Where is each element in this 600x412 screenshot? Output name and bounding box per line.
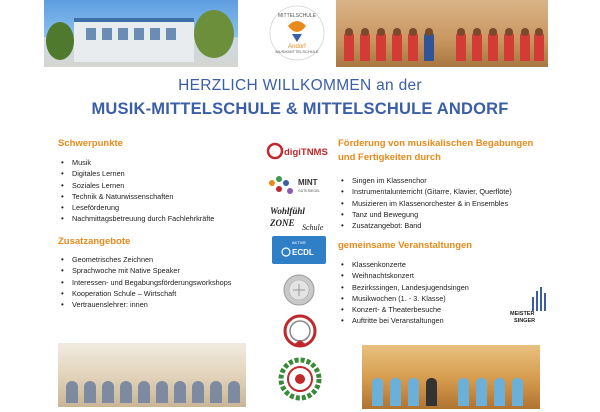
list-item: • Klassenkonzerte [338, 259, 469, 270]
svg-text:MUSIKMITTELSCHULE: MUSIKMITTELSCHULE [275, 49, 319, 54]
list-item: • Musizieren im Klassenorchester & in Ensembles [338, 198, 512, 209]
list-item: • Weihnachtskonzert [338, 270, 469, 281]
list-item: • Zusatzangebot: Band [338, 220, 512, 231]
list-item: • Nachmittagsbetreuung durch Fachlehrkräfte [58, 213, 214, 224]
list-item: • Musikwochen (1. - 3. Klasse) [338, 293, 469, 304]
list-item: • Sprachwoche mit Native Speaker [58, 265, 231, 276]
list-item: • Leseförderung [58, 202, 214, 213]
list-item: • Instrumentalunterricht (Gitarre, Klavier, Querflöte) [338, 186, 512, 197]
welcome-title: HERZLICH WILLKOMMEN an der [178, 77, 422, 94]
school-logo [268, 4, 326, 62]
ecdl-logo [272, 236, 326, 264]
list-item: • Musik [58, 157, 214, 168]
veranstaltungen-list [338, 259, 469, 327]
band-performance-photo [362, 345, 540, 409]
list-item: • Interessen- und Begabungsförderungsworkshops [58, 277, 231, 288]
list-item: • Digitales Lernen [58, 168, 214, 179]
foerderung-heading: Förderung von musikalischen Begabungen und Fertigkeiten durch [338, 138, 534, 163]
list-item: • Konzert- & Theaterbesuche [338, 304, 469, 315]
list-item: • Auftritte bei Veranstaltungen [338, 315, 469, 326]
wreath-seal-badge [278, 357, 322, 401]
svg-text:SINGER: SINGER [514, 318, 536, 324]
digitnms-logo [266, 137, 332, 167]
zusatzangebote-heading: Zusatzangebote [58, 236, 131, 247]
schwerpunkte-heading: Schwerpunkte [58, 138, 123, 149]
list-item: • Bezirkssingen, Landesjugendsingen [338, 282, 469, 293]
list-item: • Kooperation Schule – Wirtschaft [58, 288, 231, 299]
mint-logo [266, 171, 332, 201]
svg-text:ZONE: ZONE [270, 218, 295, 228]
svg-text:MITTELSCHULE: MITTELSCHULE [277, 13, 317, 19]
school-name-title: MUSIK-MITTELSCHULE & MITTELSCHULE ANDORF [91, 100, 509, 118]
meistersinger-logo [510, 285, 554, 325]
school-building-photo [44, 0, 238, 67]
list-item: • Singen im Klassenchor [338, 175, 512, 186]
quality-seal-badge [281, 314, 319, 350]
list-item: • Vertrauenslehrer: innen [58, 299, 231, 310]
svg-text:MINT: MINT [298, 178, 318, 187]
foerderung-list [338, 175, 512, 231]
list-item: • Technik & Naturwissenschaften [58, 191, 214, 202]
list-item: • Soziales Lernen [58, 180, 214, 191]
svg-text:Schule: Schule [302, 223, 324, 232]
svg-text:Andorf: Andorf [288, 44, 306, 50]
wohlfuehlzone-logo [268, 204, 334, 234]
classroom-photo [58, 343, 246, 407]
list-item: • Tanz und Bewegung [338, 209, 512, 220]
silver-seal-badge [283, 274, 315, 306]
svg-text:ECDL: ECDL [292, 248, 314, 257]
zusatzangebote-list [58, 254, 231, 310]
svg-text:AKTIVE: AKTIVE [291, 240, 307, 245]
schwerpunkte-list [58, 157, 214, 225]
svg-text:MEISTER: MEISTER [510, 311, 535, 317]
svg-text:digiTNMS: digiTNMS [284, 147, 328, 158]
veranstaltungen-heading: gemeinsame Veranstaltungen [338, 240, 473, 251]
svg-text:GÜTESIEGEL: GÜTESIEGEL [298, 189, 321, 193]
svg-text:Wohlfühl: Wohlfühl [270, 206, 305, 216]
choir-photo [336, 0, 548, 67]
list-item: • Geometrisches Zeichnen [58, 254, 231, 265]
